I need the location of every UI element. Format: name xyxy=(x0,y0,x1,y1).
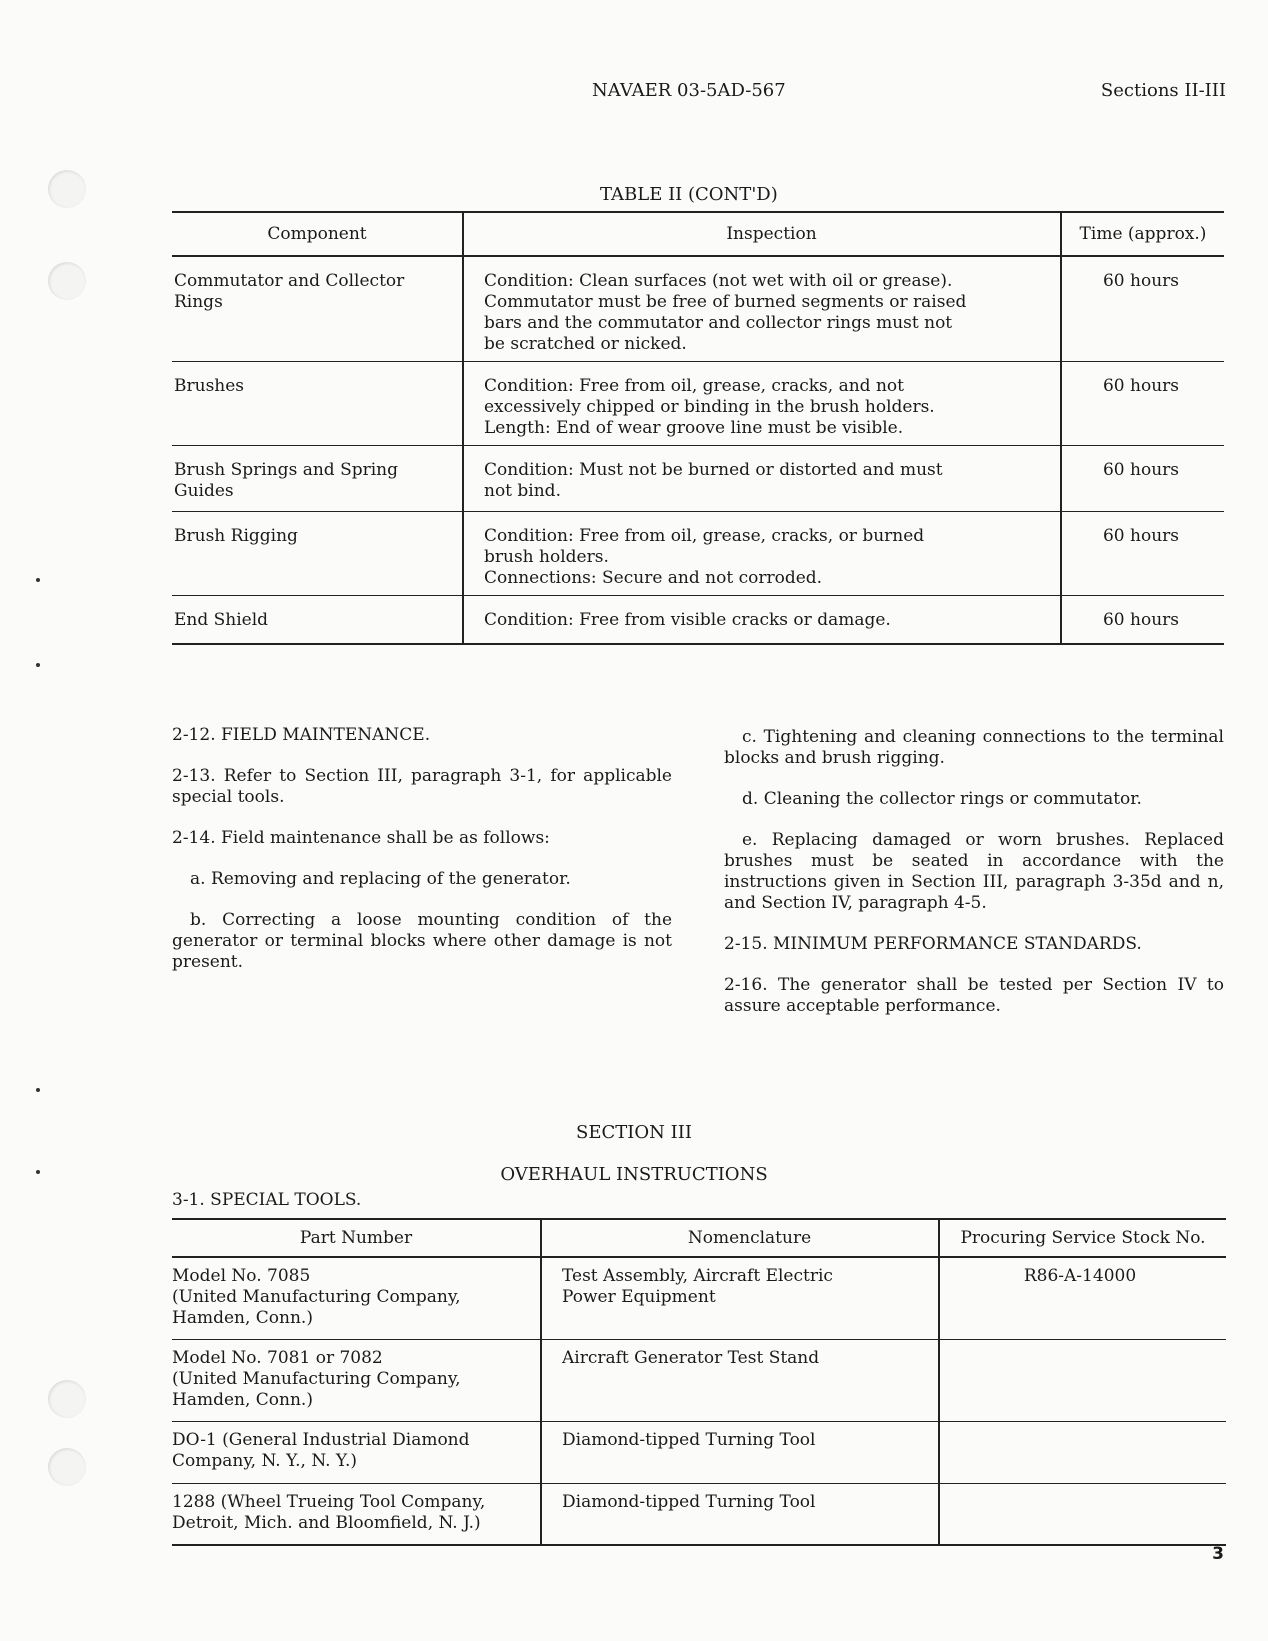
stock-number-cell: R86-A-14000 xyxy=(1023,1266,1137,1286)
right-text-column xyxy=(724,727,1224,1037)
list-item: e. Replacing damaged or worn brushes. Replaced brushes must be seated in accordance with the instructions given in Section III, paragraph 3-35d and n, and Section IV, paragraph 4-5. xyxy=(724,830,1224,913)
table-row xyxy=(172,1340,1226,1422)
part-number-cell: DO-1 (General Industrial Diamond Company, N. Y., N. Y.) xyxy=(172,1422,541,1484)
binder-hole xyxy=(48,1448,86,1486)
list-item: c. Tightening and cleaning connections to the terminal blocks and brush rigging. xyxy=(724,727,1224,768)
part-number-cell: Model No. 7081 or 7082 (United Manufacturing Company, Hamden, Conn.) xyxy=(172,1340,541,1422)
table-row xyxy=(172,596,1224,644)
list-item: b. Correcting a loose mounting condition of the generator or terminal blocks where other damage is not present. xyxy=(172,910,672,972)
list-item: a. Removing and replacing of the generator. xyxy=(190,869,571,889)
part-number-cell: Model No. 7085 (United Manufacturing Company, Hamden, Conn.) xyxy=(172,1257,541,1340)
component-cell: End Shield xyxy=(172,596,463,644)
paragraph: 2-13. Refer to Section III, paragraph 3-1, for applicable special tools. xyxy=(172,766,672,807)
table-row xyxy=(172,446,1224,512)
inspection-table xyxy=(172,211,1224,645)
column-header: Time (approx.) xyxy=(1061,212,1224,256)
inspection-cell: Condition: Free from oil, grease, cracks, and not excessively chipped or binding in the brush holders. Length: End of wear groove line must be visible. xyxy=(463,362,1061,446)
part-number-cell: 1288 (Wheel Trueing Tool Company, Detroit, Mich. and Bloomfield, N. J.) xyxy=(172,1484,541,1546)
nomenclature-cell: Aircraft Generator Test Stand xyxy=(541,1340,939,1422)
stock-number-cell xyxy=(939,1484,1226,1546)
column-header: Part Number xyxy=(172,1219,541,1257)
section-title: SECTION III xyxy=(576,1122,692,1143)
inspection-cell: Condition: Clean surfaces (not wet with oil or grease). Commutator must be free of burned segments or raised bars and the commutator and collector rings must not be scratched or nicked. xyxy=(463,256,1061,362)
nomenclature-cell: Diamond-tipped Turning Tool xyxy=(541,1422,939,1484)
time-cell: 60 hours xyxy=(1102,271,1180,291)
nomenclature-cell: Test Assembly, Aircraft Electric Power Equipment xyxy=(541,1257,939,1340)
paragraph-heading: 3-1. SPECIAL TOOLS. xyxy=(172,1190,362,1210)
inspection-cell: Condition: Free from oil, grease, cracks, or burned brush holders. Connections: Secure and not corroded. xyxy=(463,512,1061,596)
paragraph-heading: 2-12. FIELD MAINTENANCE. xyxy=(172,725,431,745)
binder-hole xyxy=(48,170,86,208)
binder-hole xyxy=(48,1380,86,1418)
component-cell: Brushes xyxy=(172,362,463,446)
special-tools-table xyxy=(172,1218,1226,1546)
table-row xyxy=(172,256,1224,362)
inspection-cell: Condition: Free from visible cracks or damage. xyxy=(463,596,1061,644)
section-subtitle: OVERHAUL INSTRUCTIONS xyxy=(500,1164,768,1185)
component-cell: Brush Springs and Spring Guides xyxy=(172,446,463,512)
table-row xyxy=(172,1484,1226,1546)
inspection-cell: Condition: Must not be burned or distorted and must not bind. xyxy=(463,446,1061,512)
component-cell: Brush Rigging xyxy=(172,512,463,596)
stock-number-cell xyxy=(939,1340,1226,1422)
table-row xyxy=(172,1422,1226,1484)
time-cell: 60 hours xyxy=(1061,362,1224,446)
speck xyxy=(36,663,40,667)
stock-number-cell xyxy=(939,1422,1226,1484)
paragraph: 2-14. Field maintenance shall be as follows: xyxy=(172,828,550,848)
table-row xyxy=(172,1257,1226,1340)
column-header: Component xyxy=(172,212,463,256)
table-caption: TABLE II (CONT'D) xyxy=(600,184,778,205)
nomenclature-cell: Diamond-tipped Turning Tool xyxy=(541,1484,939,1546)
document-id: NAVAER 03-5AD-567 xyxy=(592,80,786,101)
binder-hole xyxy=(48,262,86,300)
column-header: Nomenclature xyxy=(541,1219,939,1257)
list-item: d. Cleaning the collector rings or commutator. xyxy=(742,789,1142,809)
table-row xyxy=(172,512,1224,596)
component-cell: Commutator and Collector Rings xyxy=(172,256,463,362)
table-row xyxy=(172,362,1224,446)
page-number: 3 xyxy=(1212,1544,1224,1564)
time-cell: 60 hours xyxy=(1061,596,1224,644)
section-range: Sections II-III xyxy=(1100,80,1226,101)
paragraph: 2-16. The generator shall be tested per Section IV to assure acceptable performance. xyxy=(724,975,1224,1016)
paragraph-heading: 2-15. MINIMUM PERFORMANCE STANDARDS. xyxy=(724,934,1142,954)
column-header: Inspection xyxy=(463,212,1061,256)
time-cell: 60 hours xyxy=(1061,446,1224,512)
column-header: Procuring Service Stock No. xyxy=(939,1219,1226,1257)
left-text-column xyxy=(172,725,672,993)
speck xyxy=(36,1088,40,1092)
speck xyxy=(36,578,40,582)
time-cell: 60 hours xyxy=(1061,512,1224,596)
